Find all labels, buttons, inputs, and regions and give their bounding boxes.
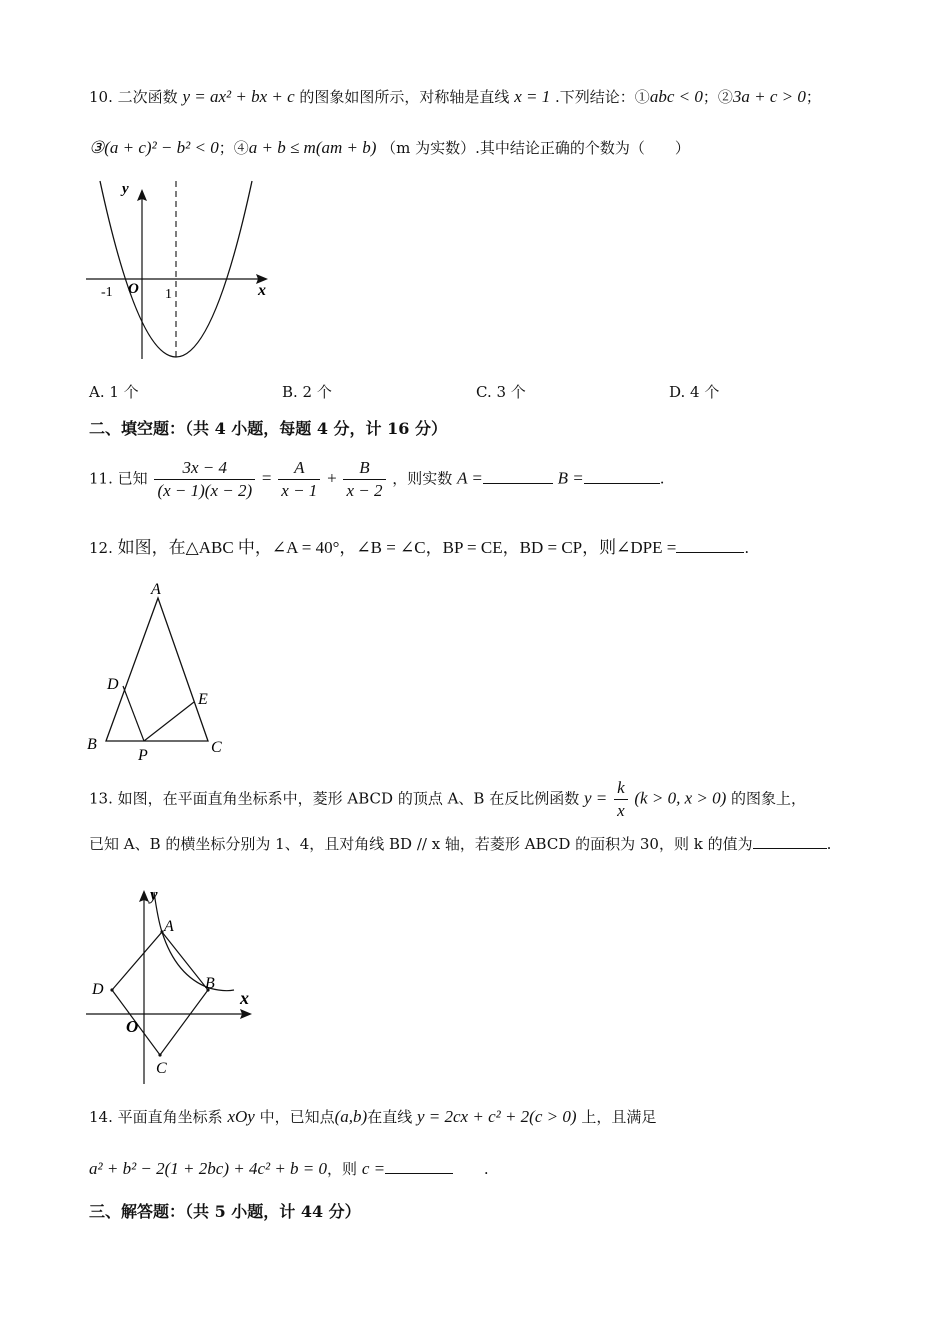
q10-option-d[interactable]: D. 4 个	[669, 383, 720, 401]
q12-label-c: C	[211, 739, 222, 756]
q13-text-c: 已知 A、B 的横坐标分别为 1、4，且对角线 BD // x 轴，若菱形 ABCD 的面积为 30，则 k 的值为	[89, 835, 753, 853]
q10-option-b[interactable]: B. 2 个	[282, 383, 332, 401]
q12-label-p: P	[138, 747, 148, 764]
q13-func-num: k	[614, 777, 628, 800]
q13-rhombus-figure	[84, 880, 264, 1090]
q11-a-blank[interactable]	[483, 467, 553, 484]
q10-parabola-graph	[86, 175, 276, 365]
q14-text-c: 在直线	[367, 1108, 413, 1126]
q10-text-b: 的图象如图所示，对称轴是直线	[299, 88, 510, 106]
q11-a-label: A =	[457, 468, 483, 488]
q12-triangle-figure	[84, 576, 234, 766]
q12-answer-blank[interactable]	[676, 536, 744, 553]
q14-text-a: 平面直角坐标系	[117, 1108, 223, 1126]
q11-number: 11.	[89, 469, 113, 488]
q11-main-fraction	[154, 457, 255, 502]
q13-line2	[89, 832, 831, 855]
q13-func-left: y =	[584, 788, 608, 808]
q13-label-a: A	[164, 918, 174, 935]
q10-sep3: ；④	[218, 139, 249, 157]
q11-b-blank[interactable]	[584, 467, 660, 484]
q14-answer-blank[interactable]	[385, 1157, 453, 1174]
q10-option-c[interactable]: C. 3 个	[476, 383, 526, 401]
q11-end: .	[659, 469, 665, 488]
q12-end: .	[744, 539, 750, 557]
section-3-heading: 三、解答题：（共 5 小题，计 44 分）	[89, 1202, 361, 1221]
q13-func-condition: (k > 0, x > 0)	[634, 788, 727, 808]
q13-func-den: x	[617, 801, 625, 820]
q14-text-e: ，则	[327, 1160, 358, 1178]
q13-line1	[89, 777, 806, 822]
q14-plane: xOy	[227, 1107, 255, 1126]
q13-label-x: x	[240, 988, 249, 1008]
q13-text-a: 如图，在平面直角坐标系中，菱形 ABCD 的顶点 A、B 在反比例函数	[117, 789, 580, 808]
q14-line1	[89, 1106, 656, 1128]
q10-text-c: .下列结论：①	[555, 88, 650, 106]
q10-number: 10.	[89, 88, 113, 106]
q13-number: 13.	[89, 789, 113, 808]
q12-label-a: A	[151, 581, 161, 598]
q10-label-y: y	[122, 181, 129, 197]
q10-note: （m 为实数）.其中结论正确的个数为（ ）	[381, 139, 690, 157]
q10-sep2: ；	[805, 88, 821, 106]
q10-text-a: 二次函数	[117, 88, 178, 106]
q14-c-label: c =	[361, 1159, 386, 1178]
q11-fraction-b-den: x − 2	[346, 481, 383, 500]
q11-plus: +	[327, 468, 337, 488]
q11-text-a: 已知	[117, 469, 148, 488]
q12-label-b: B	[87, 736, 97, 753]
q14-text-d: 上，且满足	[581, 1108, 657, 1126]
q11-fraction-a-den: x − 1	[281, 481, 318, 500]
q13-label-b: B	[205, 975, 215, 992]
q13-func-fraction	[614, 777, 628, 822]
q12-line	[89, 536, 749, 559]
q14-condition: a² + b² − 2(1 + 2bc) + 4c² + b = 0	[89, 1159, 328, 1178]
q11-fraction-a-num: A	[278, 457, 320, 480]
q11-text-b: ，则实数	[392, 469, 453, 488]
q13-text-b: 的图象上，	[731, 789, 807, 808]
q10-label-neg1: -1	[101, 285, 113, 300]
q10-label-origin: O	[128, 281, 139, 297]
q14-line-equation: y = 2cx + c² + 2(c > 0)	[416, 1107, 577, 1126]
q10-option-a[interactable]: A. 1 个	[89, 383, 139, 401]
q14-number: 14.	[89, 1108, 113, 1126]
q10-conclusion-3: ③(a + c)² − b² < 0	[89, 138, 219, 157]
q12-label-e: E	[198, 691, 208, 708]
q13-label-y: y	[150, 885, 158, 904]
q10-conclusion-4: a + b ≤ m(am + b)	[248, 138, 377, 157]
q10-label-x: x	[258, 282, 266, 299]
q13-label-c: C	[156, 1060, 167, 1077]
q14-line2	[89, 1157, 489, 1180]
q11-line	[89, 457, 665, 502]
q10-conclusion-1: abc < 0	[649, 87, 703, 106]
q11-fraction-b	[343, 457, 385, 502]
q11-equals: =	[261, 468, 272, 488]
q14-text-b: 中，已知点	[259, 1108, 335, 1126]
q12-text: 如图，在△ABC 中，∠A = 40°，∠B = ∠C，BP = CE，BD = CP，则∠DPE =	[117, 538, 677, 557]
q10-sep1: ；②	[702, 88, 733, 106]
q10-conclusion-2: 3a + c > 0	[732, 87, 806, 106]
q13-answer-blank[interactable]	[753, 832, 827, 849]
q11-main-numerator: 3x − 4	[154, 457, 255, 480]
q12-label-d: D	[107, 676, 119, 693]
q14-end: .	[483, 1160, 489, 1178]
q10-label-one: 1	[165, 287, 172, 302]
q11-fraction-a	[278, 457, 320, 502]
q13-label-d: D	[92, 981, 104, 998]
q13-label-o: O	[126, 1017, 139, 1036]
q10-function: y = ax² + bx + c	[182, 87, 295, 106]
q11-main-denominator: (x − 1)(x − 2)	[157, 481, 253, 500]
q14-point: (a,b)	[334, 1107, 368, 1126]
section-2-heading: 二、填空题：（共 4 小题，每题 4 分，计 16 分）	[89, 419, 447, 438]
q12-number: 12.	[89, 539, 113, 557]
q11-fraction-b-num: B	[343, 457, 385, 480]
q10-axis: x = 1	[514, 87, 551, 106]
q11-b-label: B =	[557, 468, 584, 488]
q10-line2	[89, 137, 690, 159]
q10-line1	[89, 86, 821, 108]
q13-end: .	[826, 835, 832, 853]
